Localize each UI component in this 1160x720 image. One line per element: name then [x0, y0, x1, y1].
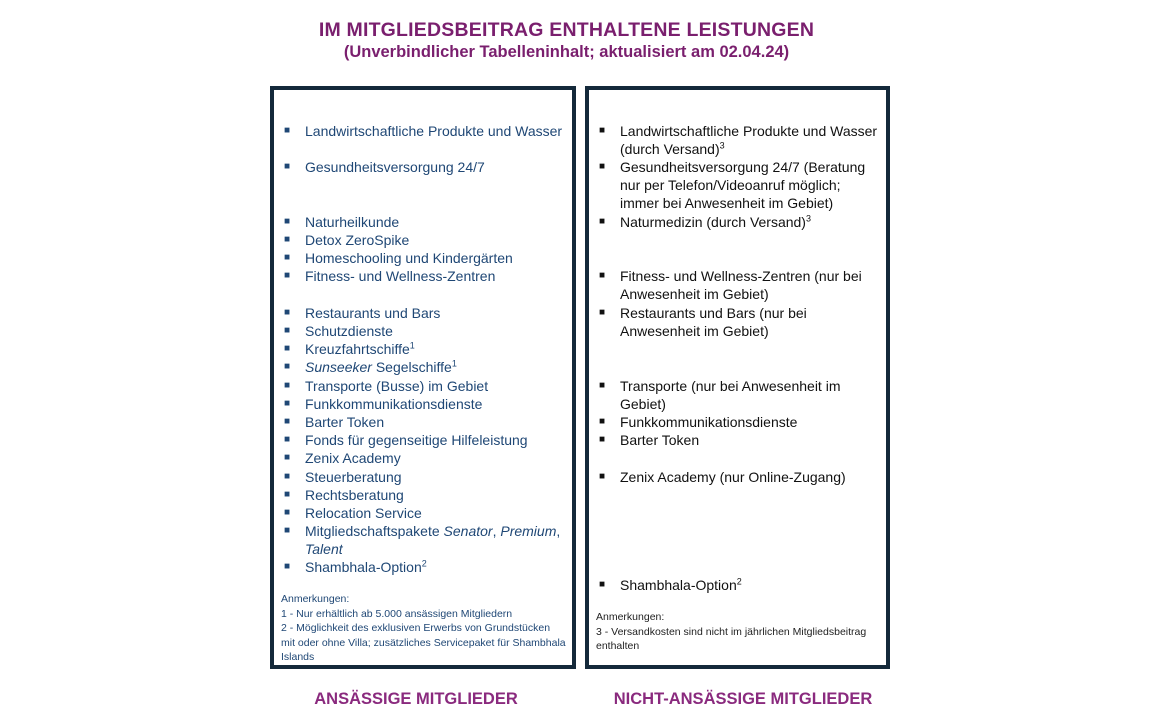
bullet-icon: ■ — [599, 125, 606, 136]
note-1: 1 - Nur erhältlich ab 5.000 ansässigen Mitgliedern — [281, 607, 513, 620]
bullet-icon: ■ — [284, 252, 291, 263]
list-item: ■ Landwirtschaftliche Produkte und Wasser (durch Versand)$^3$ — [599, 123, 878, 158]
bullet-icon: ■ — [284, 507, 291, 518]
list-item: ■ Restaurants und Bars — [284, 305, 441, 321]
bullet-icon: ■ — [284, 489, 291, 500]
bullet-icon: ■ — [284, 380, 291, 391]
list-item: ■ Homeschooling und Kindergärten — [284, 250, 513, 266]
bullet-icon: ■ — [284, 325, 291, 336]
list-item: ■ Fitness- und Wellness-Zentren (nur bei Anwesenheit im Gebiet) — [599, 268, 862, 303]
list-item: ■ Fonds für gegenseitige Hilfeleistung — [284, 432, 528, 448]
list-item: ■ Barter Token — [599, 432, 700, 448]
nonresident-members-label: NICHT-ANSÄSSIGE MITGLIEDER — [613, 690, 873, 708]
list-item: ■ Kreuzfahrtschiffe$^1$ — [284, 340, 415, 357]
bullet-icon: ■ — [284, 216, 291, 227]
list-item: ■ Schutzdienste — [284, 323, 393, 339]
bullet-icon: ■ — [284, 398, 291, 409]
bullet-icon: ■ — [599, 216, 606, 227]
bullet-icon: ■ — [284, 270, 291, 281]
bullet-icon: ■ — [599, 380, 606, 391]
list-item: ■ Fitness- und Wellness-Zentren — [284, 268, 496, 284]
list-item: ■ Rechtsberatung — [284, 487, 404, 503]
list-item: ■ Zenix Academy (nur Online-Zugang) — [599, 469, 846, 485]
bullet-icon: ■ — [599, 434, 606, 445]
list-item: ■ Funkkommunikationsdienste — [284, 396, 483, 412]
list-item: ■ Funkkommunikationsdienste — [599, 414, 798, 430]
bullet-icon: ■ — [599, 307, 606, 318]
list-item: ■ Barter Token — [284, 414, 385, 430]
nonresident-notes — [596, 610, 880, 654]
list-item: ■ Steuerberatung — [284, 469, 402, 485]
list-item: ■ Shambhala-Option$^2$ — [284, 558, 427, 575]
note-2: 2 - Möglichkeit des exklusiven Erwerbs von Grundstücken mit oder ohne Villa; zusätzliches Servicepaket für Shambhala Islands — [281, 622, 566, 664]
bullet-icon: ■ — [284, 234, 291, 245]
list-item: ■ Restaurants und Bars (nur bei Anwesenheit im Gebiet) — [599, 305, 807, 340]
bullet-icon: ■ — [284, 561, 291, 572]
bullet-icon: ■ — [599, 579, 606, 590]
resident-notes — [281, 592, 566, 665]
bullet-icon: ■ — [284, 471, 291, 482]
list-item: ■ Relocation Service — [284, 505, 422, 521]
list-item: ■ Transporte (Busse) im Gebiet — [284, 378, 489, 394]
page-subtitle: (Unverbindlicher Tabelleninhalt; aktualisiert am 02.04.24) — [343, 43, 790, 61]
bullet-icon: ■ — [284, 343, 291, 354]
bullet-icon: ■ — [284, 525, 291, 536]
list-item: ■ Naturmedizin (durch Versand)$^3$ — [599, 213, 811, 230]
bullet-icon: ■ — [599, 471, 606, 482]
resident-members-label: ANSÄSSIGE MITGLIEDER — [314, 690, 518, 708]
notes-heading: Anmerkungen: — [281, 593, 350, 605]
bullet-icon: ■ — [284, 416, 291, 427]
list-item: ■ Zenix Academy — [284, 450, 401, 466]
list-item: ■ Shambhala-Option$^2$ — [599, 576, 742, 593]
list-item: ■ Gesundheitsversorgung 24/7 — [284, 159, 485, 175]
bullet-icon: ■ — [284, 361, 291, 372]
bullet-icon: ■ — [284, 125, 291, 136]
list-item: ■ Gesundheitsversorgung 24/7 (Beratung nur per Telefon/Videoanruf möglich; immer bei Anwesenheit im Gebiet) — [599, 159, 866, 212]
page-title: IM MITGLIEDSBEITRAG ENTHALTENE LEISTUNGEN — [318, 19, 815, 41]
bullet-icon: ■ — [284, 434, 291, 445]
note-3: 3 - Versandkosten sind nicht im jährlichen Mitgliedsbeitrag enthalten — [596, 625, 867, 653]
list-item: ■ Detox ZeroSpike — [284, 232, 410, 248]
bullet-icon: ■ — [599, 270, 606, 281]
bullet-icon: ■ — [284, 161, 291, 172]
bullet-icon: ■ — [284, 452, 291, 463]
list-item: ■ Naturheilkunde — [284, 214, 400, 230]
list-item: ■ Mitgliedschaftspakete Senator, Premium, Talent — [284, 523, 561, 558]
notes-heading: Anmerkungen: — [596, 611, 665, 623]
bullet-icon: ■ — [599, 161, 606, 172]
resident-benefits-panel — [270, 86, 576, 669]
list-item: ■ Landwirtschaftliche Produkte und Wasser — [284, 123, 563, 139]
list-item: ■ Transporte (nur bei Anwesenheit im Gebiet) — [599, 378, 841, 413]
bullet-icon: ■ — [284, 307, 291, 318]
nonresident-benefits-panel — [585, 86, 890, 669]
list-item: ■ Sunseeker Segelschiffe$^1$ — [284, 358, 457, 375]
bullet-icon: ■ — [599, 416, 606, 427]
